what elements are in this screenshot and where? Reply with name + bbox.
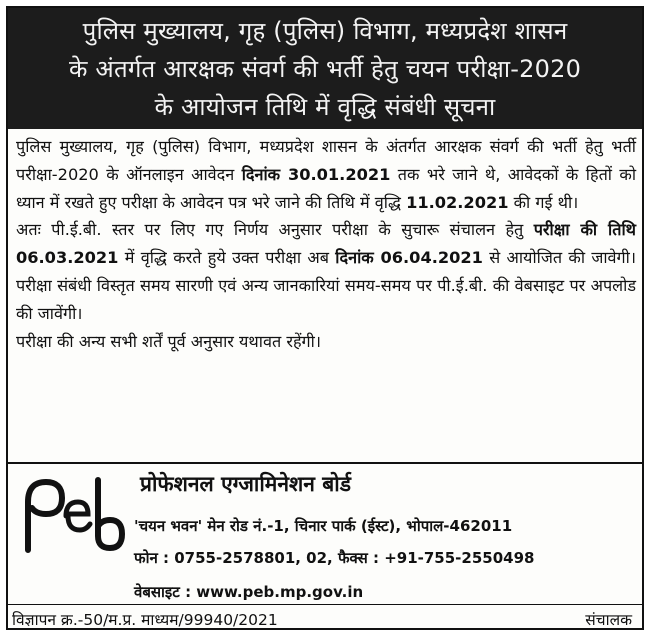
peb-logo-icon bbox=[22, 476, 128, 556]
advertisement-number: विज्ञापन क्र.-50/म.प्र. माध्यम/99940/2021 bbox=[12, 611, 278, 629]
p2-text-a: अतः पी.ई.बी. स्तर पर लिए गए निर्णय अनुसार परीक्षा के सुचारू संचालन हेतु bbox=[16, 220, 534, 240]
board-phone: फोन : 0755-2578801, 02, फैक्स : +91-755-2550498 bbox=[134, 549, 535, 567]
header-line-2: के अंतर्गत आरक्षक संवर्ग की भर्ती हेतु चयन परीक्षा-2020 bbox=[68, 55, 582, 83]
notice-body bbox=[16, 133, 636, 355]
p1-application-date: दिनांक 30.01.2021 bbox=[241, 164, 391, 184]
p2-text-e: से आयोजित की जावेगी। परीक्षा संबंधी विस्तृत समय सारणी एवं अन्य जानकारियां समय-समय पर पी.ई.बी. की वेबसाइट पर अपलोड की जावेंगी। bbox=[16, 248, 636, 323]
board-name: प्रोफेशनल एग्जामिनेशन बोर्ड bbox=[140, 472, 351, 496]
paragraph-1 bbox=[16, 133, 636, 216]
p2-old-exam-date: परीक्षा की तिथि 06.03.2021 bbox=[16, 220, 636, 268]
header-line-1: पुलिस मुख्यालय, गृह (पुलिस) विभाग, मध्यप्रदेश शासन bbox=[82, 17, 568, 45]
board-address: 'चयन भवन' मेन रोड नं.-1, चिनार पार्क (ईस्ट), भोपाल-462011 bbox=[134, 517, 513, 535]
footer-divider bbox=[8, 604, 642, 605]
board-website: वेबसाइट : www.peb.mp.gov.in bbox=[134, 583, 364, 601]
p1-text-a: पुलिस मुख्यालय, गृह (पुलिस) विभाग, मध्यप्रदेश शासन के अंतर्गत आरक्षक संवर्ग की भर्ती हेतु भर्ती परीक्षा-2020 के ऑनलाइन आवेदन bbox=[16, 137, 636, 184]
paragraph-3: परीक्षा की अन्य सभी शर्तें पूर्व अनुसार यथावत रहेंगी। bbox=[16, 331, 321, 351]
p1-text-c: तक भरे जाने थे, आवेदकों के हितों को ध्यान में रखते हुए परीक्षा के आवेदन पत्र भरे जाने की तिथि में वृद्धि bbox=[16, 164, 637, 212]
p1-text-e: की गई थी। bbox=[508, 192, 579, 212]
paragraph-2 bbox=[16, 216, 636, 327]
header-line-3: के आयोजन तिथि में वृद्धि संबंधी सूचना bbox=[154, 93, 496, 121]
notice-footer bbox=[8, 464, 642, 628]
notice-box bbox=[6, 6, 644, 630]
p2-new-exam-date: दिनांक 06.04.2021 bbox=[335, 248, 483, 268]
notice-header bbox=[8, 8, 642, 129]
p2-text-c: में वृद्धि करते हुये उक्त परीक्षा अब bbox=[118, 248, 336, 268]
signatory: संचालक bbox=[585, 611, 632, 629]
p1-extended-date: 11.02.2021 bbox=[406, 192, 509, 212]
